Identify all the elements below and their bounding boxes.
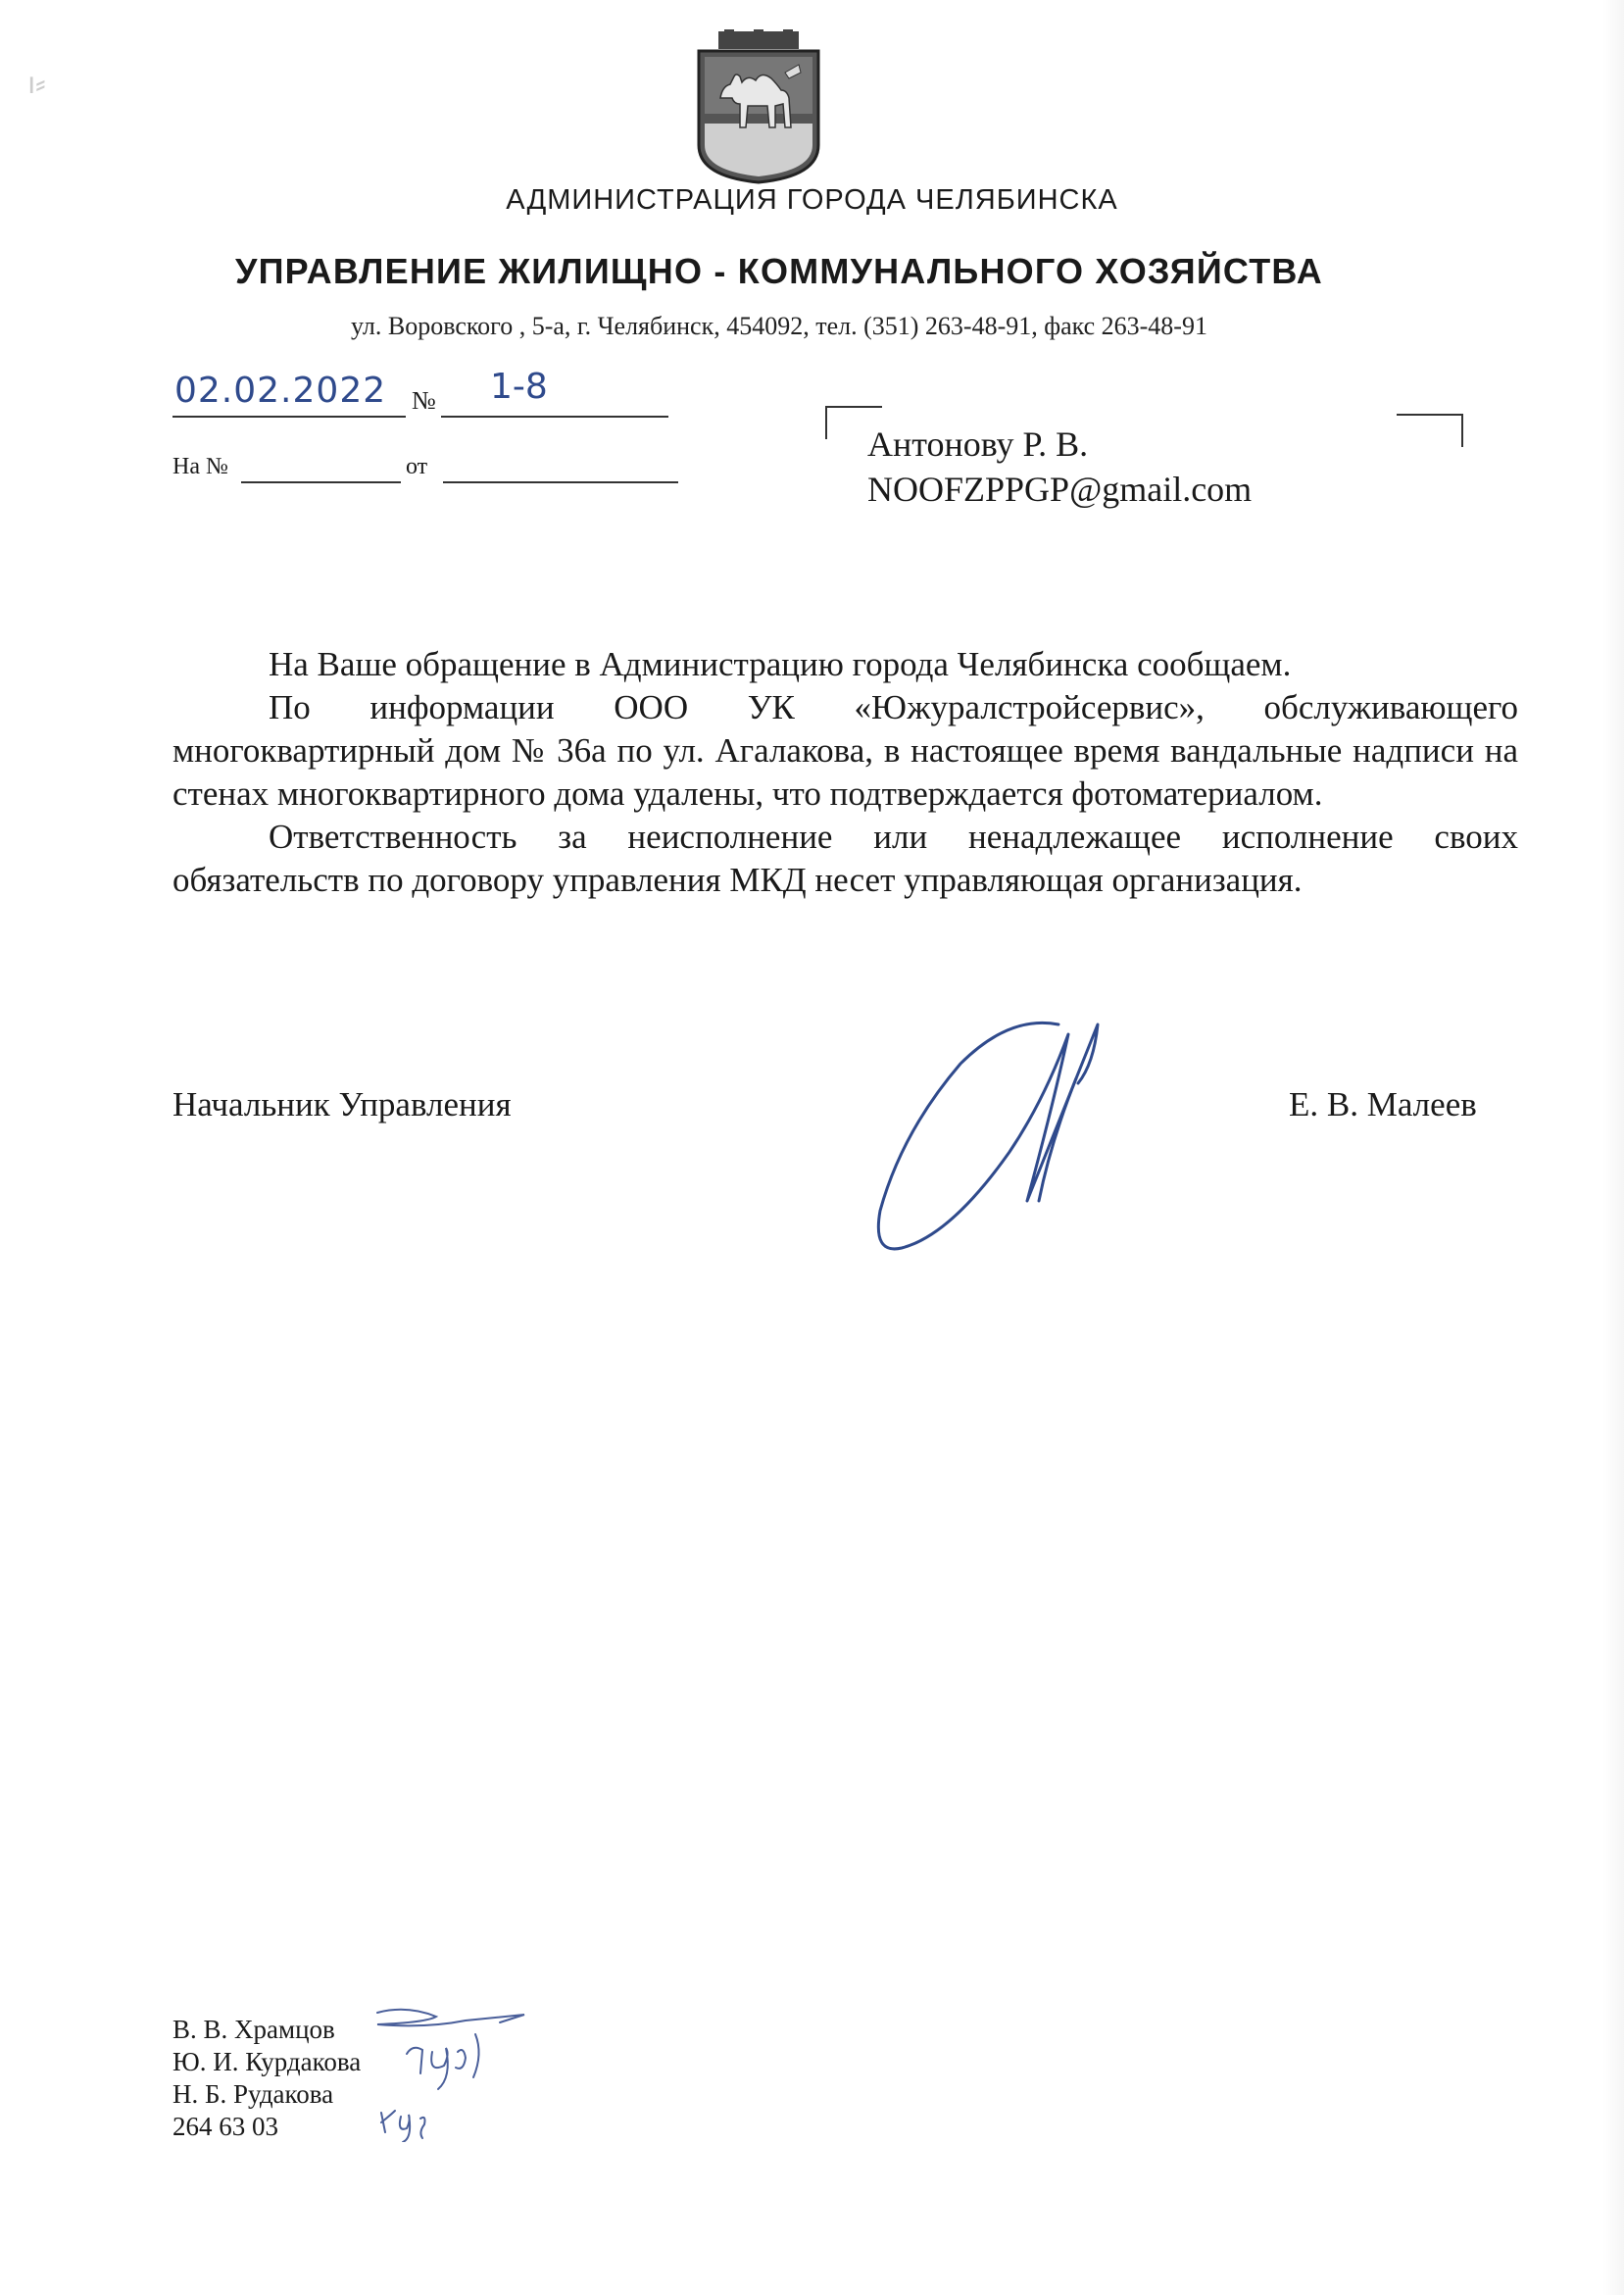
handwritten-initials-icon	[368, 1995, 544, 2142]
date-underline	[172, 416, 406, 418]
handwritten-signature-icon	[862, 985, 1156, 1260]
recipient-bracket-right-top	[1397, 414, 1463, 416]
executor-contacts	[172, 2014, 361, 2143]
executor-phone: 264 63 03	[172, 2112, 278, 2141]
body-paragraph: На Ваше обращение в Администрацию города Челябинска сообщаем.	[269, 645, 1292, 683]
signer-position: Начальник Управления	[172, 1085, 512, 1123]
executor-name: Н. Б. Рудакова	[172, 2079, 334, 2109]
reference-number-label: На №	[172, 454, 228, 479]
outgoing-date: 02.02.2022	[174, 371, 387, 411]
executor-name: В. В. Храмцов	[172, 2015, 335, 2044]
recipient-bracket-left-side	[825, 406, 827, 439]
department-title: УПРАВЛЕНИЕ ЖИЛИЩНО - КОММУНАЛЬНОГО ХОЗЯЙСТВА	[234, 251, 1324, 291]
page-edge-shadow	[1602, 0, 1624, 2295]
number-underline	[441, 416, 668, 418]
recipient-bracket-right-side	[1461, 414, 1463, 447]
camel-coat-of-arms-icon	[691, 29, 826, 184]
reference-number-line	[241, 481, 401, 483]
body-paragraph: Ответственность за неисполнение или ненадлежащее исполнение своих обязательств по договору управления МКД несет управляющая организация.	[172, 818, 1518, 899]
body-paragraph: По информации ООО УК «Южуралстройсервис», обслуживающего многоквартирный дом № 36а по ул. Агалакова, в настоящее время вандальные надписи на стенах многоквартирного дома удалены, что подтверждается фотоматериалом.	[172, 688, 1518, 813]
reference-date-label: от	[406, 454, 428, 479]
recipient-email: NOOFZPPGP@gmail.com	[867, 470, 1253, 509]
reference-date-line	[443, 481, 678, 483]
scan-mark: ı⸗	[27, 67, 46, 101]
recipient-name: Антонову Р. В.	[867, 424, 1089, 464]
number-sign-label: №	[412, 386, 436, 415]
signer-name: Е. В. Малеев	[1289, 1085, 1477, 1123]
administration-title: АДМИНИСТРАЦИЯ ГОРОДА ЧЕЛЯБИНСКА	[506, 184, 1118, 216]
outgoing-number: 1-8	[490, 367, 548, 407]
letter-body	[172, 643, 1518, 902]
recipient-bracket-left-top	[825, 406, 882, 408]
department-address: ул. Воровского , 5-а, г. Челябинск, 454092, тел. (351) 263-48-91, факс 263-48-91	[351, 312, 1207, 340]
executor-name: Ю. И. Курдакова	[172, 2047, 362, 2076]
